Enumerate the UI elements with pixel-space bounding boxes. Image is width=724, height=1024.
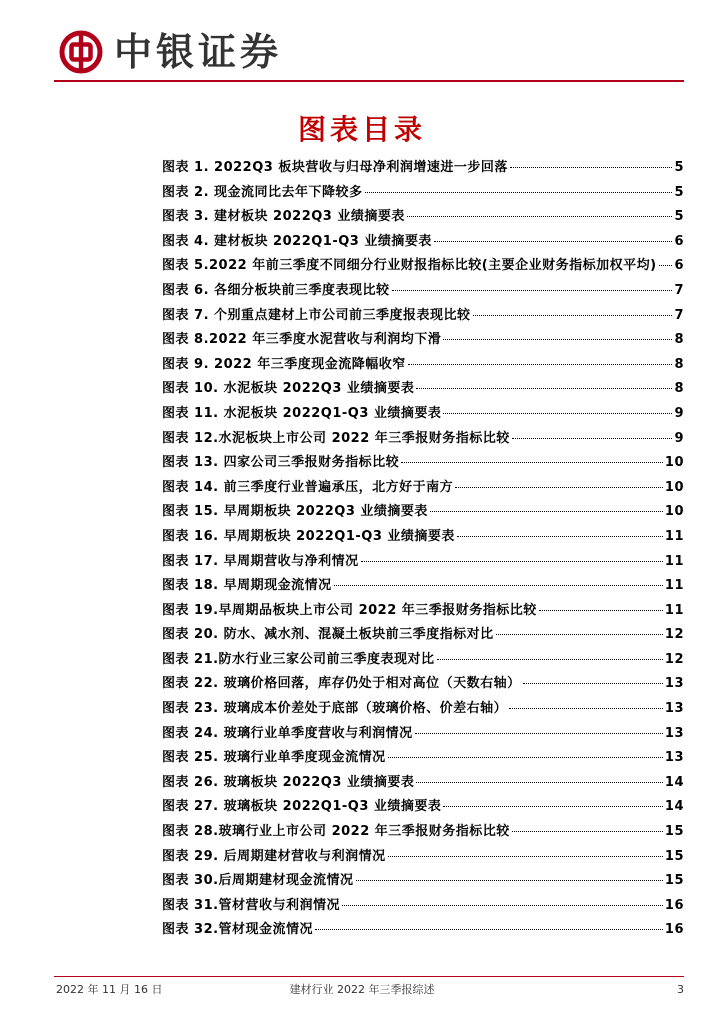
toc-entry-label: 图表 21.防水行业三家公司前三季度表现对比 [162, 651, 435, 667]
toc-entry-label: 图表 16. 早周期板块 2022Q1-Q3 业绩摘要表 [162, 528, 455, 544]
toc-leader-dots [437, 659, 663, 660]
toc-leader-dots [443, 806, 663, 807]
toc-leader-dots [443, 339, 672, 340]
toc-entry-label: 图表 7. 个别重点建材上市公司前三季度报表现比较 [162, 307, 471, 323]
toc-leader-dots [509, 708, 663, 709]
toc-entry[interactable] [162, 623, 684, 648]
toc-entry-page: 15 [664, 848, 684, 864]
toc-entry[interactable] [162, 550, 684, 575]
toc-entry[interactable] [162, 869, 684, 894]
toc-entry-label: 图表 14. 前三季度行业普遍承压，北方好于南方 [162, 479, 454, 495]
toc-entry-page: 7 [674, 282, 684, 298]
toc-leader-dots [356, 880, 663, 881]
footer-date: 2022 年 11 月 16 日 [56, 983, 163, 996]
toc-entry-page: 13 [664, 725, 684, 741]
toc-entry-label: 图表 31.管材营收与利润情况 [162, 897, 341, 913]
toc-leader-dots [539, 610, 663, 611]
toc-entry-page: 14 [664, 799, 684, 815]
bank-of-china-logo-icon [59, 30, 103, 74]
toc-leader-dots [315, 929, 663, 930]
toc-leader-dots [392, 290, 673, 291]
toc-entry[interactable] [162, 697, 684, 722]
toc-entry[interactable] [162, 918, 684, 943]
toc-entry-page: 9 [674, 430, 684, 446]
header-divider [54, 80, 684, 82]
toc-leader-dots [455, 487, 663, 488]
toc-entry-page: 13 [664, 701, 684, 717]
toc-entry-label: 图表 29. 后周期建材营收与利润情况 [162, 848, 386, 864]
toc-entry[interactable] [162, 525, 684, 550]
toc-entry[interactable] [162, 599, 684, 624]
toc-leader-dots [408, 364, 673, 365]
toc-entry-label: 图表 10. 水泥板块 2022Q3 业绩摘要表 [162, 381, 415, 397]
toc-entry[interactable] [162, 156, 684, 181]
toc-entry-page: 7 [674, 307, 684, 323]
toc-entry[interactable] [162, 427, 684, 452]
toc-leader-dots [361, 561, 663, 562]
toc-entry-label: 图表 15. 早周期板块 2022Q3 业绩摘要表 [162, 504, 428, 520]
toc-leader-dots [407, 216, 673, 217]
toc-entry-label: 图表 8.2022 年三季度水泥营收与利润均下滑 [162, 332, 442, 348]
toc-entry-label: 图表 5.2022 年前三季度不同细分行业财报指标比较(主要企业财务指标加权平均) [162, 258, 657, 274]
toc-leader-dots [416, 782, 662, 783]
toc-entry-page: 11 [664, 553, 684, 569]
toc-leader-dots [416, 388, 672, 389]
footer-divider [54, 976, 684, 977]
toc-entry-label: 图表 23. 玻璃成本价差处于底部（玻璃价格、价差右轴） [162, 701, 508, 717]
toc-entry[interactable] [162, 304, 684, 329]
toc-entry[interactable] [162, 574, 684, 599]
footer-page-number: 3 [677, 983, 684, 996]
toc-entry-page: 8 [674, 332, 684, 348]
toc-entry[interactable] [162, 894, 684, 919]
toc-title: 图表目录 [297, 113, 426, 146]
toc-leader-dots [434, 241, 673, 242]
toc-entry-label: 图表 26. 玻璃板块 2022Q3 业绩摘要表 [162, 774, 415, 790]
toc-leader-dots [430, 511, 663, 512]
toc-entry-label: 图表 11. 水泥板块 2022Q1-Q3 业绩摘要表 [162, 405, 442, 421]
toc-entry[interactable] [162, 353, 684, 378]
toc-entry-page: 8 [674, 381, 684, 397]
toc-leader-dots [342, 905, 663, 906]
toc-entry[interactable] [162, 205, 684, 230]
toc-entry-page: 11 [664, 602, 684, 618]
toc-leader-dots [457, 536, 663, 537]
toc-entry-label: 图表 32.管材现金流情况 [162, 922, 314, 938]
toc-entry-page: 15 [664, 873, 684, 889]
toc-leader-dots [388, 856, 663, 857]
toc-entry-label: 图表 9. 2022 年三季度现金流降幅收窄 [162, 356, 406, 372]
toc-entry-page: 5 [674, 160, 684, 175]
footer-report-title: 建材行业 2022 年三季报综述 [289, 983, 435, 996]
toc-entry-label: 图表 28.玻璃行业上市公司 2022 年三季报财务指标比较 [162, 824, 510, 840]
toc-list [162, 156, 684, 943]
toc-entry[interactable] [162, 672, 684, 697]
toc-entry-label: 图表 2. 现金流同比去年下降较多 [162, 184, 363, 200]
toc-leader-dots [510, 167, 673, 168]
toc-entry-page: 16 [664, 897, 684, 913]
toc-entry[interactable] [162, 820, 684, 845]
toc-leader-dots [473, 315, 673, 316]
toc-leader-dots [496, 634, 663, 635]
toc-entry-page: 5 [674, 209, 684, 225]
toc-entry-label: 图表 22. 玻璃价格回落，库存仍处于相对高位（天数右轴） [162, 676, 521, 692]
toc-entry-page: 8 [674, 356, 684, 372]
toc-entry-label: 图表 3. 建材板块 2022Q3 业绩摘要表 [162, 209, 405, 225]
toc-leader-dots [512, 831, 663, 832]
toc-entry[interactable] [162, 230, 684, 255]
toc-entry-page: 5 [674, 184, 684, 200]
toc-entry-label: 图表 27. 玻璃板块 2022Q1-Q3 业绩摘要表 [162, 799, 442, 815]
toc-entry-page: 16 [664, 922, 684, 938]
toc-entry[interactable] [162, 500, 684, 525]
toc-entry-page: 12 [664, 627, 684, 643]
toc-entry[interactable] [162, 402, 684, 427]
toc-leader-dots [401, 462, 663, 463]
toc-entry-page: 10 [664, 479, 684, 495]
toc-entry-page: 6 [674, 233, 684, 249]
toc-entry-label: 图表 24. 玻璃行业单季度营收与利润情况 [162, 725, 413, 741]
toc-entry-label: 图表 25. 玻璃行业单季度现金流情况 [162, 750, 386, 766]
toc-entry[interactable] [162, 476, 684, 501]
toc-entry-page: 10 [664, 504, 684, 520]
toc-entry[interactable] [162, 328, 684, 353]
toc-leader-dots [388, 757, 663, 758]
toc-entry[interactable] [162, 722, 684, 747]
toc-entry-label: 图表 18. 早周期现金流情况 [162, 578, 332, 594]
toc-entry-page: 15 [664, 824, 684, 840]
toc-entry-page: 11 [664, 578, 684, 594]
toc-entry-page: 13 [664, 676, 684, 692]
toc-entry[interactable] [162, 845, 684, 870]
toc-leader-dots [415, 733, 663, 734]
toc-leader-dots [659, 265, 673, 266]
toc-entry-label: 图表 19.早周期品板块上市公司 2022 年三季报财务指标比较 [162, 602, 537, 618]
toc-entry-label: 图表 20. 防水、减水剂、混凝土板块前三季度指标对比 [162, 627, 494, 643]
toc-entry[interactable] [162, 648, 684, 673]
toc-leader-dots [365, 192, 673, 193]
toc-leader-dots [443, 413, 672, 414]
toc-entry-label: 图表 13. 四家公司三季报财务指标比较 [162, 455, 400, 471]
toc-entry-page: 9 [674, 405, 684, 421]
toc-entry-page: 11 [664, 528, 684, 544]
toc-leader-dots [512, 438, 673, 439]
toc-leader-dots [334, 585, 663, 586]
toc-entry-label: 图表 30.后周期建材现金流情况 [162, 873, 354, 889]
toc-entry[interactable] [162, 254, 684, 279]
header [54, 28, 694, 78]
brand-name: 中银证券 [114, 29, 283, 74]
toc-entry-page: 14 [664, 774, 684, 790]
toc-entry[interactable] [162, 181, 684, 206]
toc-entry[interactable] [162, 795, 684, 820]
toc-entry[interactable] [162, 279, 684, 304]
toc-entry-page: 12 [664, 651, 684, 667]
toc-entry[interactable] [162, 451, 684, 476]
toc-leader-dots [523, 683, 663, 684]
toc-entry-label: 图表 12.水泥板块上市公司 2022 年三季报财务指标比较 [162, 430, 510, 446]
toc-entry-page: 13 [664, 750, 684, 766]
toc-entry-page: 10 [664, 455, 684, 471]
toc-entry-page: 6 [674, 258, 684, 274]
toc-entry-label: 图表 4. 建材板块 2022Q1-Q3 业绩摘要表 [162, 233, 432, 249]
toc-entry[interactable] [162, 771, 684, 796]
toc-entry-label: 图表 17. 早周期营收与净利情况 [162, 553, 359, 569]
toc-entry-label: 图表 1. 2022Q3 板块营收与归母净利润增速进一步回落 [162, 160, 508, 175]
toc-entry[interactable] [162, 377, 684, 402]
toc-entry[interactable] [162, 746, 684, 771]
toc-entry-label: 图表 6. 各细分板块前三季度表现比较 [162, 282, 390, 298]
